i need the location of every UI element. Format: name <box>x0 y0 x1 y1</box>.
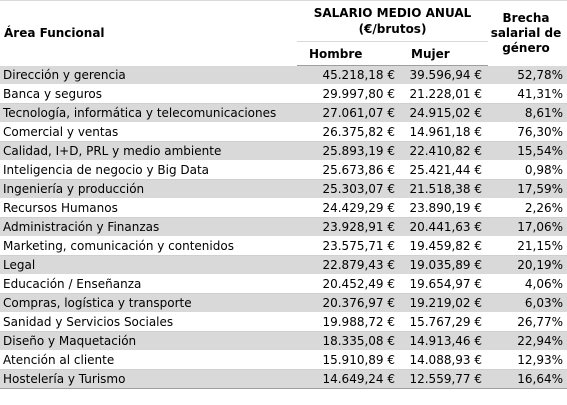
cell-area: Atención al cliente <box>0 351 297 370</box>
brecha-header-line-3: género <box>502 40 550 55</box>
table-row <box>0 313 567 332</box>
cell-area: Recursos Humanos <box>0 199 297 218</box>
cell-mujer: 21.518,38 € <box>402 180 488 199</box>
cell-mujer: 19.035,89 € <box>402 256 488 275</box>
cell-brecha: 0,98% <box>488 161 567 180</box>
table-row <box>0 199 567 218</box>
brecha-header-line-1: Brecha <box>502 10 550 25</box>
cell-mujer: 14.913,46 € <box>402 332 488 351</box>
table-row <box>0 332 567 351</box>
cell-hombre: 20.376,97 € <box>297 294 402 313</box>
cell-hombre: 18.335,08 € <box>297 332 402 351</box>
cell-hombre: 15.910,89 € <box>297 351 402 370</box>
cell-hombre: 23.575,71 € <box>297 237 402 256</box>
cell-area: Compras, logística y transporte <box>0 294 297 313</box>
cell-hombre: 24.429,29 € <box>297 199 402 218</box>
cell-brecha: 4,06% <box>488 275 567 294</box>
column-header-area: Área Funcional <box>0 1 297 66</box>
cell-area: Ingeniería y producción <box>0 180 297 199</box>
table-row <box>0 66 567 85</box>
cell-brecha: 16,64% <box>488 370 567 389</box>
table-row <box>0 256 567 275</box>
cell-mujer: 21.228,01 € <box>402 85 488 104</box>
cell-hombre: 20.452,49 € <box>297 275 402 294</box>
cell-mujer: 19.459,82 € <box>402 237 488 256</box>
cell-brecha: 52,78% <box>488 66 567 85</box>
cell-mujer: 19.654,97 € <box>402 275 488 294</box>
cell-area: Inteligencia de negocio y Big Data <box>0 161 297 180</box>
table-header-row <box>0 1 567 42</box>
salary-group-unit: (€/brutos) <box>358 22 427 36</box>
cell-area: Administración y Finanzas <box>0 218 297 237</box>
cell-brecha: 17,59% <box>488 180 567 199</box>
cell-area: Calidad, I+D, PRL y medio ambiente <box>0 142 297 161</box>
table-row <box>0 85 567 104</box>
table-body <box>0 66 567 389</box>
salary-group-title: SALARIO MEDIO ANUAL <box>313 6 472 20</box>
cell-mujer: 19.219,02 € <box>402 294 488 313</box>
cell-area: Diseño y Maquetación <box>0 332 297 351</box>
cell-area: Sanidad y Servicios Sociales <box>0 313 297 332</box>
table-row <box>0 123 567 142</box>
cell-hombre: 25.303,07 € <box>297 180 402 199</box>
cell-brecha: 21,15% <box>488 237 567 256</box>
table-row <box>0 218 567 237</box>
cell-brecha: 26,77% <box>488 313 567 332</box>
table-row <box>0 275 567 294</box>
column-header-mujer: Mujer <box>402 42 488 66</box>
cell-mujer: 20.441,63 € <box>402 218 488 237</box>
cell-brecha: 22,94% <box>488 332 567 351</box>
cell-brecha: 76,30% <box>488 123 567 142</box>
cell-brecha: 41,31% <box>488 85 567 104</box>
cell-mujer: 14.961,18 € <box>402 123 488 142</box>
cell-brecha: 2,26% <box>488 199 567 218</box>
cell-mujer: 15.767,29 € <box>402 313 488 332</box>
cell-brecha: 6,03% <box>488 294 567 313</box>
cell-area: Banca y seguros <box>0 85 297 104</box>
cell-hombre: 22.879,43 € <box>297 256 402 275</box>
cell-area: Legal <box>0 256 297 275</box>
cell-hombre: 25.673,86 € <box>297 161 402 180</box>
cell-area: Comercial y ventas <box>0 123 297 142</box>
cell-hombre: 29.997,80 € <box>297 85 402 104</box>
table-row <box>0 370 567 389</box>
cell-brecha: 8,61% <box>488 104 567 123</box>
cell-hombre: 19.988,72 € <box>297 313 402 332</box>
column-header-salary-group <box>297 1 488 42</box>
table-row <box>0 237 567 256</box>
cell-brecha: 12,93% <box>488 351 567 370</box>
table-row <box>0 180 567 199</box>
brecha-header-line-2: salarial de <box>490 25 562 40</box>
cell-hombre: 25.893,19 € <box>297 142 402 161</box>
table-row <box>0 294 567 313</box>
cell-hombre: 14.649,24 € <box>297 370 402 389</box>
cell-brecha: 17,06% <box>488 218 567 237</box>
column-header-hombre: Hombre <box>297 42 402 66</box>
cell-hombre: 26.375,82 € <box>297 123 402 142</box>
cell-mujer: 12.559,77 € <box>402 370 488 389</box>
cell-brecha: 20,19% <box>488 256 567 275</box>
cell-area: Educación / Enseñanza <box>0 275 297 294</box>
cell-hombre: 23.928,91 € <box>297 218 402 237</box>
cell-mujer: 39.596,94 € <box>402 66 488 85</box>
table-row <box>0 104 567 123</box>
cell-brecha: 15,54% <box>488 142 567 161</box>
cell-hombre: 45.218,18 € <box>297 66 402 85</box>
cell-mujer: 23.890,19 € <box>402 199 488 218</box>
column-header-brecha <box>488 1 567 66</box>
cell-mujer: 14.088,93 € <box>402 351 488 370</box>
cell-area: Marketing, comunicación y contenidos <box>0 237 297 256</box>
cell-area: Hostelería y Turismo <box>0 370 297 389</box>
cell-mujer: 25.421,44 € <box>402 161 488 180</box>
table-row <box>0 161 567 180</box>
table-row <box>0 142 567 161</box>
cell-mujer: 22.410,82 € <box>402 142 488 161</box>
cell-area: Dirección y gerencia <box>0 66 297 85</box>
cell-mujer: 24.915,02 € <box>402 104 488 123</box>
cell-area: Tecnología, informática y telecomunicaciones <box>0 104 297 123</box>
cell-hombre: 27.061,07 € <box>297 104 402 123</box>
table-row <box>0 351 567 370</box>
